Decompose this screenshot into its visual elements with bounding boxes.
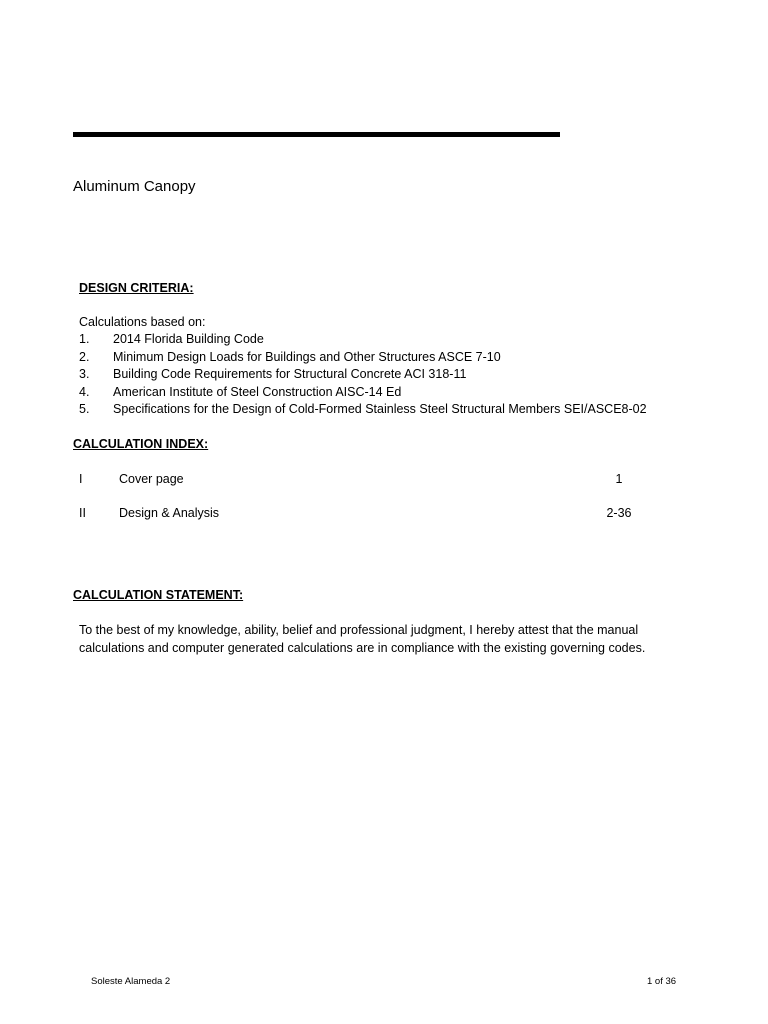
- index-row: [79, 505, 649, 522]
- criteria-item-label: Specifications for the Design of Cold-Formed Stainless Steel Structural Members SEI/ASCE8-02: [113, 402, 647, 416]
- calculation-statement-text: To the best of my knowledge, ability, belief and professional judgment, I hereby attest that the manual calculations and computer generated calculations are in compliance with the existing governing codes.: [79, 623, 646, 655]
- criteria-item-number: 5.: [79, 402, 90, 416]
- index-row-numeral: II: [79, 506, 86, 520]
- design-criteria-intro: Calculations based on:: [79, 315, 206, 329]
- criteria-item-number: 3.: [79, 367, 90, 381]
- criteria-item-number: 4.: [79, 385, 90, 399]
- index-row-section: Design & Analysis: [119, 506, 220, 520]
- criteria-item-number: 1.: [79, 332, 90, 346]
- calculation-index-heading: CALCULATION INDEX:: [73, 437, 209, 451]
- criteria-item-label: Building Code Requirements for Structural Concrete ACI 318-11: [113, 367, 467, 381]
- title-divider-rule: [73, 132, 560, 137]
- index-row-section: Cover page: [119, 472, 184, 486]
- criteria-item-label: American Institute of Steel Construction AISC-14 Ed: [113, 385, 402, 399]
- design-criteria-heading: DESIGN CRITERIA:: [79, 281, 194, 295]
- calculation-statement-heading: CALCULATION STATEMENT:: [73, 588, 244, 602]
- footer-project-name: Soleste Alameda 2: [91, 976, 171, 987]
- index-row-numeral: I: [79, 472, 83, 486]
- criteria-item-number: 2.: [79, 350, 90, 364]
- criteria-item-label: 2014 Florida Building Code: [113, 332, 264, 346]
- index-row: [79, 471, 649, 488]
- footer-page-number: 1 of 36: [647, 976, 677, 987]
- index-row-pages: 2-36: [606, 506, 632, 520]
- document-title: Aluminum Canopy: [73, 178, 196, 195]
- criteria-item-label: Minimum Design Loads for Buildings and Other Structures ASCE 7-10: [113, 350, 501, 364]
- index-row-pages: 1: [615, 472, 623, 486]
